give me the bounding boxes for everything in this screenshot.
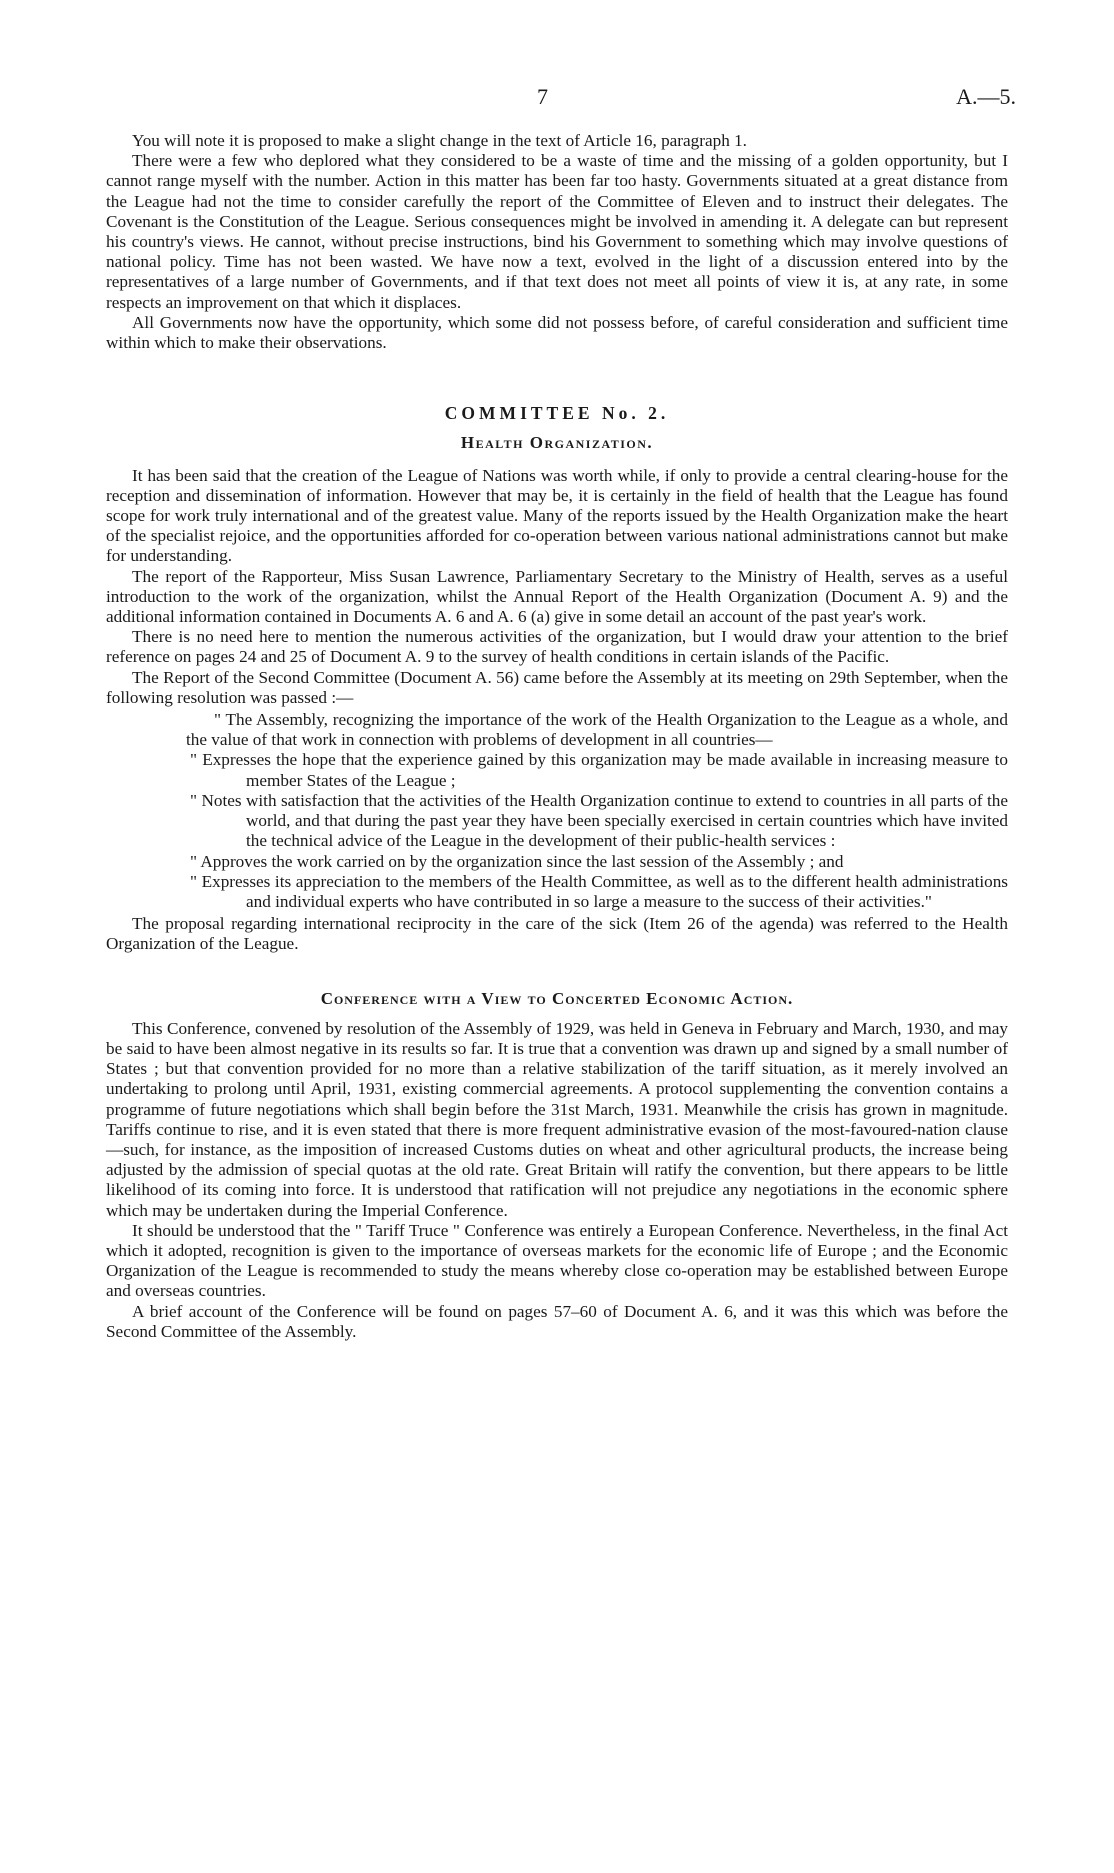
paragraph: You will note it is proposed to make a slight change in the text of Article 16, paragraph 1. (132, 131, 747, 150)
paragraph: It should be understood that the " Tariff Truce " Conference was entirely a European Conference. Nevertheless, in the final Act which it adopted, recognition is given to the importance of overseas markets for the economic life of Europe ; and the Economic Organization of the League is recommended to study the means whereby close co-operation may be established between Europe and overseas countries. (106, 1220, 1008, 1301)
committee-heading: COMMITTEE No. 2. (444, 403, 670, 424)
paragraph: The proposal regarding international reciprocity in the care of the sick (Item 26 of the agenda) was referred to the Health Organization of the League. (106, 914, 1008, 954)
paragraph: The Report of the Second Committee (Document A. 56) came before the Assembly at its meeting on 29th September, when the following resolution was passed :— (106, 667, 1008, 707)
resolution-clause: " Expresses its appreciation to the members of the Health Committee, as well as to the different health administrations and individual experts who have contributed in so large a measure to the success of their activities." (190, 871, 1008, 911)
resolution-clause: " Notes with satisfaction that the activities of the Health Organization continue to extend to countries in all parts of the world, and that during the past year they have been specially exercised in certain countries which have invited the technical advice of the League in the development of their public-health services : (190, 790, 1008, 851)
document-body (106, 131, 1008, 1342)
health-section (106, 466, 1008, 955)
resolution-clause: " Approves the work carried on by the organization since the last session of the Assembly ; and (190, 851, 844, 871)
paragraph: There were a few who deplored what they considered to be a waste of time and the missing of a golden opportunity, but I cannot range myself with the number. Action in this matter has been far too hasty. Governments situated at a great distance from the League had not the time to consider carefully the report of the Committee of Eleven and to instruct their delegates. The Covenant is the Constitution of the League. Serious consequences might be involved in amending it. A delegate can but represent his country's views. He cannot, without precise instructions, bind his Government to something which may involve questions of national policy. Time has not been wasted. We have now a text, evolved in the light of a discussion entered into by the representatives of a large number of Governments, and if that text does not meet all points of view it is, at any rate, in some respects an improvement on that which it displaces. (106, 151, 1008, 312)
intro-section (106, 131, 1008, 353)
page-header (0, 84, 1114, 114)
conference-section (106, 1019, 1008, 1342)
page-number: 7 (537, 84, 548, 109)
paragraph: The report of the Rapporteur, Miss Susan Lawrence, Parliamentary Secretary to the Ministry of Health, serves as a useful introduction to the work of the organization, whilst the Annual Report of the Health Organization (Document A. 9) and the additional information contained in Documents A. 6 and A. 6 (a) give in some detail an account of the past year's work. (106, 566, 1008, 627)
paragraph: This Conference, convened by resolution of the Assembly of 1929, was held in Geneva in February and March, 1930, and may be said to have been almost negative in its results so far. It is true that a convention was drawn up and signed by a small number of States ; but that convention provided for no more than a relative stabilization of the tariff situation, as it merely involved an undertaking to prolong until April, 1931, existing commercial agreements. A protocol supplementing the convention contains a programme of future negotiations which shall begin before the 31st March, 1931. Meanwhile the crisis has grown in magnitude. Tariffs continue to rise, and it is even stated that there is more frequent administrative evasion of the most-favoured-nation clause—such, for instance, as the imposition of increased Customs duties on wheat and other agricultural products, the increase being adjusted by the admission of special quotas at the old rate. Great Britain will ratify the convention, but there appears to be little likelihood of its coming into force. It is understood that ratification will not prejudice any negotiations in the economic sphere which may be undertaken during the Imperial Conference. (106, 1018, 1008, 1220)
document-reference: A.—5. (956, 84, 1016, 109)
resolution-quote (186, 710, 1008, 912)
paragraph: It has been said that the creation of the League of Nations was worth while, if only to provide a central clearing-house for the reception and dissemination of information. However that may be, it is certainly in the field of health that the League has found scope for work truly international and of the greatest value. Many of the reports issued by the Health Organization make the heart of the specialist rejoice, and the opportunities afforded for co-operation between various national administrations cannot but make for understanding. (106, 465, 1008, 566)
resolution-preamble: " The Assembly, recognizing the importance of the work of the Health Organization to the League as a whole, and the value of that work in connection with problems of development in all countries— (186, 710, 1008, 750)
resolution-clause: " Expresses the hope that the experience gained by this organization may be made available in increasing measure to member States of the League ; (190, 750, 1008, 790)
paragraph: There is no need here to mention the numerous activities of the organization, but I would draw your attention to the brief reference on pages 24 and 25 of Document A. 9 to the survey of health conditions in certain islands of the Pacific. (106, 627, 1008, 667)
health-organization-heading: Health Organization. (460, 433, 654, 453)
conference-heading: Conference with a View to Concerted Economic Action. (320, 988, 794, 1008)
paragraph: All Governments now have the opportunity, which some did not possess before, of careful consideration and sufficient time within which to make their observations. (106, 312, 1008, 353)
paragraph: A brief account of the Conference will be found on pages 57–60 of Document A. 6, and it was this which was before the Second Committee of the Assembly. (106, 1301, 1008, 1341)
